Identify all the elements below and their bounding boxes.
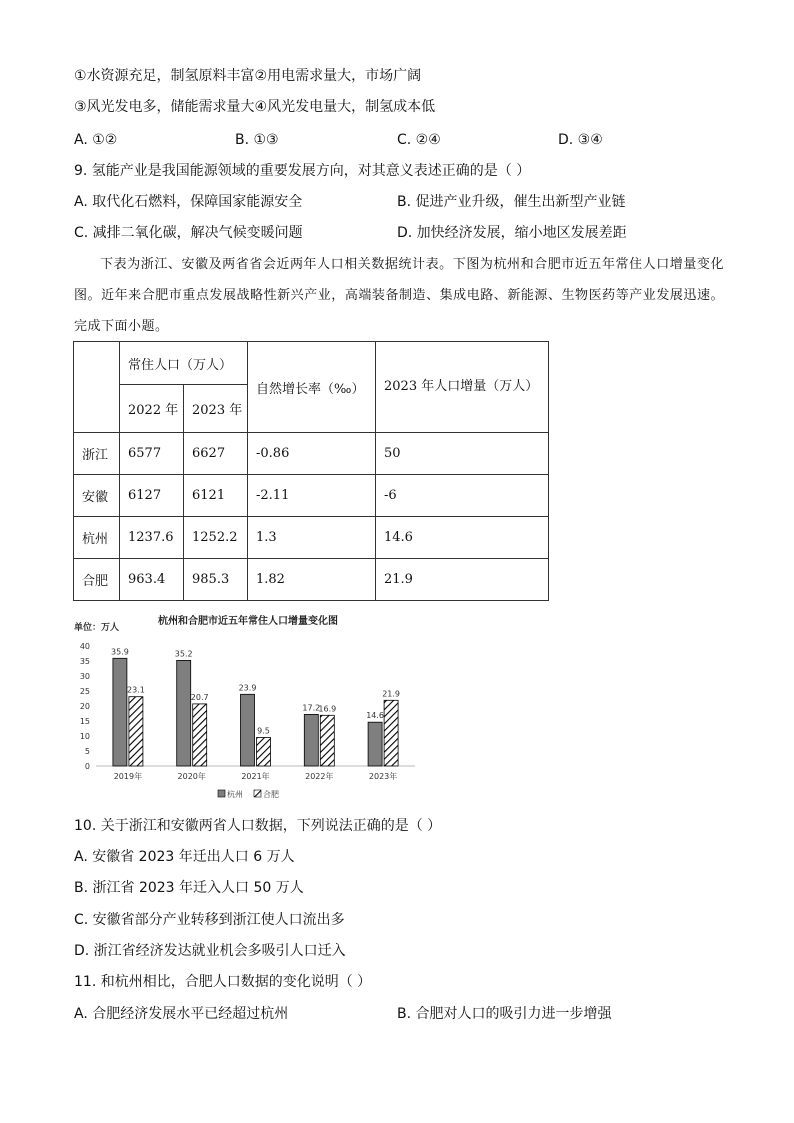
q8-statement-line-1: ①水资源充足，制氢原料丰富②用电需求量大，市场广阔 [74, 68, 422, 84]
row-name: 安徽 [74, 475, 120, 517]
bar-hefei [129, 697, 143, 766]
cell-increase: 50 [376, 433, 549, 475]
header-natural-growth-rate: 自然增长率（‰） [248, 342, 376, 433]
bar-hefei [320, 715, 334, 766]
bar-hangzhou [241, 694, 255, 766]
header-year-2022: 2022 年 [120, 385, 184, 433]
x-tick-label: 2022年 [305, 772, 334, 781]
row-name: 浙江 [74, 433, 120, 475]
population-increase-chart [70, 606, 420, 806]
q10-option-b: B. 浙江省 2023 年迁入人口 50 万人 [74, 880, 304, 896]
cell-rate: -0.86 [248, 433, 376, 475]
header-year-2023: 2023 年 [184, 385, 248, 433]
cell-rate: 1.82 [248, 559, 376, 601]
x-tick-label: 2019年 [113, 772, 143, 781]
y-tick-label: 40 [79, 642, 90, 651]
y-tick-label: 20 [79, 702, 90, 711]
legend-label: 杭州 [227, 790, 243, 799]
y-tick-label: 25 [79, 687, 90, 696]
q11-stem: 11. 和杭州相比，合肥人口数据的变化说明（ ） [74, 974, 372, 990]
data-label: 35.2 [174, 649, 193, 659]
q9-option-d: D. 加快经济发展，缩小地区发展差距 [397, 225, 627, 241]
data-label: 35.9 [110, 647, 129, 657]
legend-label: 合肥 [263, 790, 279, 799]
q8-statement-line-2: ③风光发电多，储能需求量大④风光发电量大，制氢成本低 [74, 99, 436, 115]
q8-option-c: C. ②④ [397, 132, 441, 148]
y-tick-label: 5 [84, 747, 90, 756]
q9-option-b: B. 促进产业升级，催生出新型产业链 [397, 194, 626, 210]
cell-rate: 1.3 [248, 517, 376, 559]
cell-pop-2023: 1252.2 [184, 517, 248, 559]
x-tick-label: 2023年 [368, 772, 398, 781]
bar-hangzhou [368, 722, 382, 766]
y-tick-label: 15 [79, 717, 90, 726]
table-row [74, 517, 549, 559]
y-tick-label: 10 [79, 732, 90, 741]
q10-stem: 10. 关于浙江和安徽两省人口数据，下列说法正确的是（ ） [74, 818, 442, 834]
q9-option-a: A. 取代化石燃料，保障国家能源安全 [74, 194, 303, 210]
bar-hefei [384, 700, 398, 766]
bar-hangzhou [304, 714, 318, 766]
q10-option-d: D. 浙江省经济发达就业机会多吸引人口迁入 [74, 943, 346, 959]
bar-hangzhou [113, 658, 127, 766]
data-label: 17.2 [302, 703, 321, 713]
cell-increase: 21.9 [376, 559, 549, 601]
data-label: 16.9 [318, 704, 337, 714]
y-tick-label: 0 [84, 762, 90, 771]
y-tick-label: 30 [79, 672, 90, 681]
data-label: 14.6 [366, 711, 385, 721]
q8-option-b: B. ①③ [235, 132, 279, 148]
cell-pop-2022: 963.4 [120, 559, 184, 601]
legend-swatch [218, 790, 225, 797]
row-name: 合肥 [74, 559, 120, 601]
q11-option-a: A. 合肥经济发展水平已经超过杭州 [74, 1006, 289, 1022]
table-corner-cell [74, 342, 120, 433]
header-population-increase: 2023 年人口增量（万人） [376, 342, 549, 433]
cell-pop-2023: 6121 [184, 475, 248, 517]
q8-option-a: A. ①② [74, 132, 118, 148]
population-table [73, 341, 549, 601]
bar-hefei [257, 738, 271, 767]
cell-rate: -2.11 [248, 475, 376, 517]
x-tick-label: 2020年 [177, 772, 206, 781]
cell-increase: -6 [376, 475, 549, 517]
row-name: 杭州 [74, 517, 120, 559]
chart-legend [218, 789, 279, 799]
table-row [74, 475, 549, 517]
cell-pop-2023: 985.3 [184, 559, 248, 601]
chart-plot-area [80, 642, 415, 781]
data-label: 23.9 [238, 683, 257, 693]
q10-option-a: A. 安徽省 2023 年迁出人口 6 万人 [74, 849, 295, 865]
bar-hangzhou [177, 660, 191, 766]
table-row [74, 433, 549, 475]
legend-swatch [254, 790, 261, 797]
intro-paragraph [74, 249, 724, 342]
q9-option-c: C. 减排二氧化碳，解决气候变暖问题 [74, 225, 303, 241]
cell-pop-2022: 6577 [120, 433, 184, 475]
cell-pop-2022: 1237.6 [120, 517, 184, 559]
q10-option-c: C. 安徽省部分产业转移到浙江使人口流出多 [74, 912, 345, 928]
q11-option-b: B. 合肥对人口的吸引力进一步增强 [397, 1006, 612, 1022]
intro-text: 下表为浙江、安徽及两省省会近两年人口相关数据统计表。下图为杭州和合肥市近五年常住人口增量变化图。近年来合肥市重点发展战略性新兴产业，高端装备制造、集成电路、新能源、生物医药等产业发展迅速。完成下面小题。 [74, 257, 724, 334]
data-label: 9.5 [257, 726, 270, 736]
cell-increase: 14.6 [376, 517, 549, 559]
table-row [74, 559, 549, 601]
q9-stem: 9. 氢能产业是我国能源领域的重要发展方向，对其意义表述正确的是（ ） [74, 163, 531, 179]
header-resident-population: 常住人口（万人） [120, 342, 248, 385]
cell-pop-2022: 6127 [120, 475, 184, 517]
data-label: 23.1 [126, 685, 145, 695]
bar-hefei [193, 704, 207, 766]
x-tick-label: 2021年 [241, 772, 270, 781]
data-label: 21.9 [382, 689, 401, 699]
y-tick-label: 35 [79, 657, 90, 666]
cell-pop-2023: 6627 [184, 433, 248, 475]
chart-unit-label: 单位：万人 [74, 623, 120, 633]
data-label: 20.7 [190, 692, 209, 702]
chart-title: 杭州和合肥市近五年常住人口增量变化图 [158, 616, 338, 627]
q8-option-d: D. ③④ [558, 132, 603, 148]
